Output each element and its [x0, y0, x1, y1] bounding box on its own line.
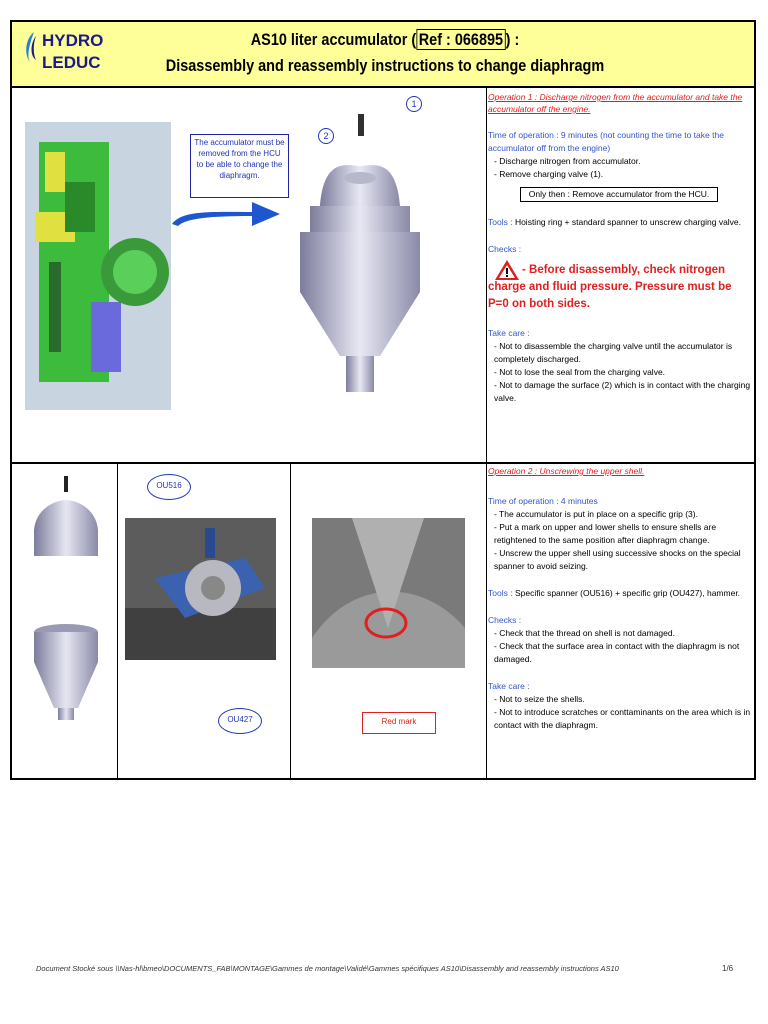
marker-1: 1 [406, 96, 422, 112]
operation-1-heading: Operation 1 : Discharge nitrogen from the accumulator and take the accumulator off the engine. [488, 92, 743, 114]
blue-arrow [172, 200, 282, 228]
spanner-grip-icon [125, 518, 276, 660]
row-divider [10, 462, 756, 464]
operation-2-step-2: - Put a mark on upper and lower shells to ensure shells are retightened to the same position after diaphragm change. [494, 522, 717, 545]
operation-1-checks-label: Checks : [488, 244, 522, 254]
accumulator-icon [290, 96, 430, 396]
arrow-right-icon [172, 200, 282, 228]
operation-1-step-2: - Remove charging valve (1). [494, 169, 604, 179]
logo-mark-icon [20, 30, 42, 82]
page-number: 1/6 [722, 964, 734, 973]
operation-1-tools [488, 216, 753, 229]
shell-closeup-photo [312, 518, 465, 668]
operation-2-heading: Operation 2 : Unscrewing the upper shell. [488, 466, 645, 476]
ref-number: Ref : 066895 [416, 29, 505, 50]
callout-text: The accumulator must be removed from the HCU to be able to change the diaphragm. [194, 138, 285, 180]
operation-1-takecare-2: - Not to lose the seal from the charging valve. [494, 367, 666, 377]
ou427-label: OU427 [218, 708, 262, 734]
page-subtitle: Disassembly and reassembly instructions to change diaphragm [165, 56, 605, 75]
grip-photo [125, 518, 276, 660]
operation-2-tools [488, 587, 753, 600]
operation-2-takecare-label: Take care : [488, 681, 530, 691]
operation-2-step-1: - The accumulator is put in place on a specific grip (3). [494, 509, 698, 519]
operation-1-text [488, 91, 753, 405]
page-title [68, 30, 702, 50]
operation-2-takecare-1: - Not to seize the shells. [494, 694, 585, 704]
only-then-box: Only then : Remove accumulator from the HCU. [520, 187, 718, 202]
title-prefix: AS10 liter accumulator ( [250, 30, 417, 49]
logo-line-1: HYDRO [42, 31, 104, 50]
shells-image [30, 472, 102, 722]
marker-2: 2 [318, 128, 334, 144]
operation-2-text [488, 465, 753, 732]
warning-block [488, 262, 753, 313]
operation-1-takecare-label: Take care : [488, 328, 530, 338]
footer-path: Document Stocké sous \\Nas-hl\bmeo\DOCUMENTS_FAB\MONTAGE\Gammes de montage\Validé\Gammes spécifiques AS10\Disassembly and reassembly instructions AS10 [36, 964, 619, 973]
operation-1-step-1: - Discharge nitrogen from accumulator. [494, 156, 641, 166]
upper-lower-shell-icon [30, 472, 102, 722]
operation-2-checks-label: Checks : [488, 615, 522, 625]
warning-icon [494, 259, 520, 281]
tools-text-2: Specific spanner (OU516) + specific grip (OU427), hammer. [512, 588, 741, 598]
cell-divider-1 [117, 463, 118, 780]
operation-2-step-3: - Unscrew the upper shell using successive shocks on the special spanner to avoid seizing. [494, 548, 741, 571]
warning-text: - Before disassembly, check nitrogen charge and fluid pressure. Pressure must be P=0 on both sides. [488, 264, 732, 310]
operation-1-time: Time of operation : 9 minutes (not counting the time to take the accumulator off from the engine) [488, 130, 724, 153]
operation-2-check-2: - Check that the surface area in contact with the diaphragm is not damaged. [494, 641, 740, 664]
red-mark-label: Red mark [362, 712, 436, 734]
operation-2-takecare-2: - Not to introduce scratches or conttaminants on the area which is in contact with the diaphragm. [494, 707, 751, 730]
operation-2-check-1: - Check that the thread on shell is not damaged. [494, 628, 675, 638]
operation-1-takecare-1: - Not to disassemble the charging valve until the accumulator is completely discharged. [494, 341, 733, 364]
tools-label-2: Tools : [488, 588, 513, 598]
tools-text: Hoisting ring + standard spanner to unscrew charging valve. [512, 217, 742, 227]
removal-callout [190, 134, 289, 198]
accumulator-image [290, 96, 430, 396]
logo-line-2: LEDUC [42, 53, 101, 72]
title-suffix: ) : [505, 30, 520, 49]
hcu-assembly-icon [25, 122, 171, 410]
cell-divider-2 [290, 463, 291, 780]
operation-1-takecare-3: - Not to damage the surface (2) which is in contact with the charging valve. [494, 380, 751, 403]
ou516-label: OU516 [147, 474, 191, 500]
hcu-image [25, 122, 171, 410]
column-divider [486, 88, 487, 780]
red-mark-closeup-icon [312, 518, 465, 668]
operation-2-time: Time of operation : 4 minutes [488, 496, 598, 506]
document-header [10, 20, 756, 88]
tools-label: Tools : [488, 217, 513, 227]
